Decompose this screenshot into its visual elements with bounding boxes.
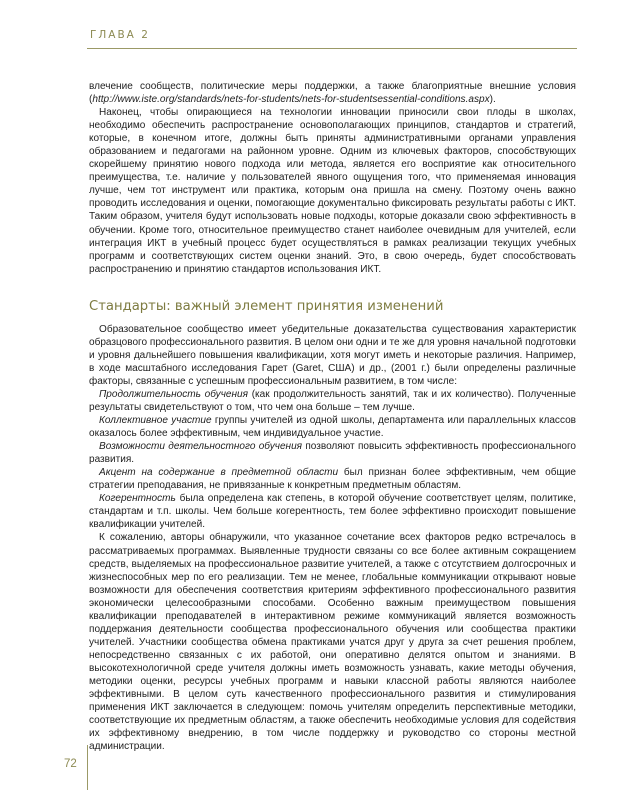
section-heading: Стандарты: важный элемент принятия изменений bbox=[89, 298, 444, 314]
iste-link[interactable]: http://www.iste.org/standards/nets-for-students/nets-for-studentsessential-conditions.aspx bbox=[92, 94, 490, 106]
factor-term: Когерентность bbox=[99, 493, 176, 505]
factor-term: Акцент на содержание в предметной области bbox=[99, 467, 339, 479]
section-paragraph-2: К сожалению, авторы обнаружили, что указанное сочетание всех факторов редко встречалось в рассматриваемых программах. Выявленные трудности связаны со все более активным сокращением средств, выделяемых на профессиональное развитие учителей, а также с отсутствием долгосрочных и жизнеспособных мер по его реализации. Тем не менее, глобальные коммуникации открывают новые возможности для обеспечения соответствия критериям эффективного профессионального развития экономически целесообразными способами. Особенно важным преимуществом повышения квалификации преподавателей в интерактивном режиме коммуникаций является возможность поддержания деятельности сообщества профессионального обучения или сообщества практики учителей. Участники сообщества обмена практиками учатся друг у друга за счет решения проблем, непосредственно связанных с их работой, они оперативно делятся опытом и знаниями. В высокотехнологичной среде учителя должны иметь возможность узнавать, какие методы обучения, методики оценки, ресурсы учебных программ и навыки классной работы являются наиболее эффективными. В целом суть качественного профессионального развития и стимулирования применения ИКТ заключается в следующем: помочь учителям определить перспективные методики, соответствующие их предметным областям, а также обеспечить необходимые условия для содействия их эффективному внедрению, в том числе поддержку и руководство со стороны местной администрации. bbox=[89, 532, 576, 753]
factor-text: (как продолжительность занятий, так и их количество). Полученные результаты свидетельствуют о том, что чем она больше – тем лучше. bbox=[89, 388, 576, 413]
margin-rule bbox=[87, 745, 88, 790]
factor-text: группы учителей из одной школы, департамента или параллельных классов оказалось более эффективным, чем индивидуальное участие. bbox=[89, 415, 577, 440]
factor-item bbox=[89, 414, 576, 440]
factor-text: была определена как степень, в которой обучение соответствует целям, политике, стандартам и т.п. школы. Чем больше когерентность, тем более эффективно происходит повышение квалификации учителей. bbox=[89, 493, 576, 531]
page-content bbox=[89, 80, 576, 753]
factor-item bbox=[89, 492, 576, 531]
factor-text: был признан более эффективным, чем общие стратегии преподавания, не привязанные к конкретным предметным областям. bbox=[89, 467, 576, 492]
factor-text: позволяют повысить эффективность профессионального развития. bbox=[89, 441, 576, 466]
page-number: 72 bbox=[64, 758, 77, 770]
factor-item bbox=[89, 466, 576, 492]
factor-term: Возможности деятельностного обучения bbox=[99, 441, 303, 453]
intro-paragraph-2: Наконец, чтобы опирающиеся на технологии инновации приносили свои плоды в школах, необходимо обеспечить распространение основополагающих принципов, стандартов и стратегий, которые, в конечном итоге, должны быть приняты административными органами управления образованием и педагогами на районном уровне. Одним из ключевых факторов, способствующих скорейшему принятию нового подхода или метода, является его восприятие как относительного преимущества, т.е. наличие у пользователей явного ощущения того, что применяемая инновация лучше, чем тот инструмент или практика, которым она пришла на смену. Поэтому очень важно проводить исследования и оценки, помогающие документально фиксировать результаты работы с ИКТ. Таким образом, учителя будут использовать новые подходы, которые доказали свою эффективность в обучении. Кроме того, относительное преимущество станет наиболее очевидным для учителей, если интеграция ИКТ в учебный процесс будет осуществляться в рамках реализации текущих учебных программ и соответствующих систем оценки знаний. Это, в свою очередь, будет способствовать распространению и принятию стандартов использования ИКТ. bbox=[89, 107, 576, 275]
factor-term: Продолжительность обучения bbox=[99, 388, 248, 400]
intro-paragraph-1 bbox=[89, 80, 576, 106]
chapter-label: ГЛАВА 2 bbox=[90, 29, 150, 41]
header-rule bbox=[87, 48, 577, 49]
factor-term: Коллективное участие bbox=[99, 415, 212, 427]
intro-paragraph-1-end: ). bbox=[489, 94, 496, 106]
factor-item bbox=[89, 440, 576, 466]
section-paragraph-1: Образовательное сообщество имеет убедительные доказательства существования характеристик образцового профессионального развития. В целом они одни и те же для уровня начальной подготовки и уровня дальнейшего повышения квалификации, хотя могут иметь и некоторые различия. Например, в ходе масштабного исследования Гарет (Garet, США) и др., (2001 г.) были определены различные факторы, связанные с успешным профессиональным развитием, в том числе: bbox=[89, 323, 576, 387]
intro-paragraph-1-text: влечение сообществ, политические меры поддержки, а также благоприятные внешние условия ( bbox=[89, 81, 576, 106]
factor-item bbox=[89, 388, 576, 414]
